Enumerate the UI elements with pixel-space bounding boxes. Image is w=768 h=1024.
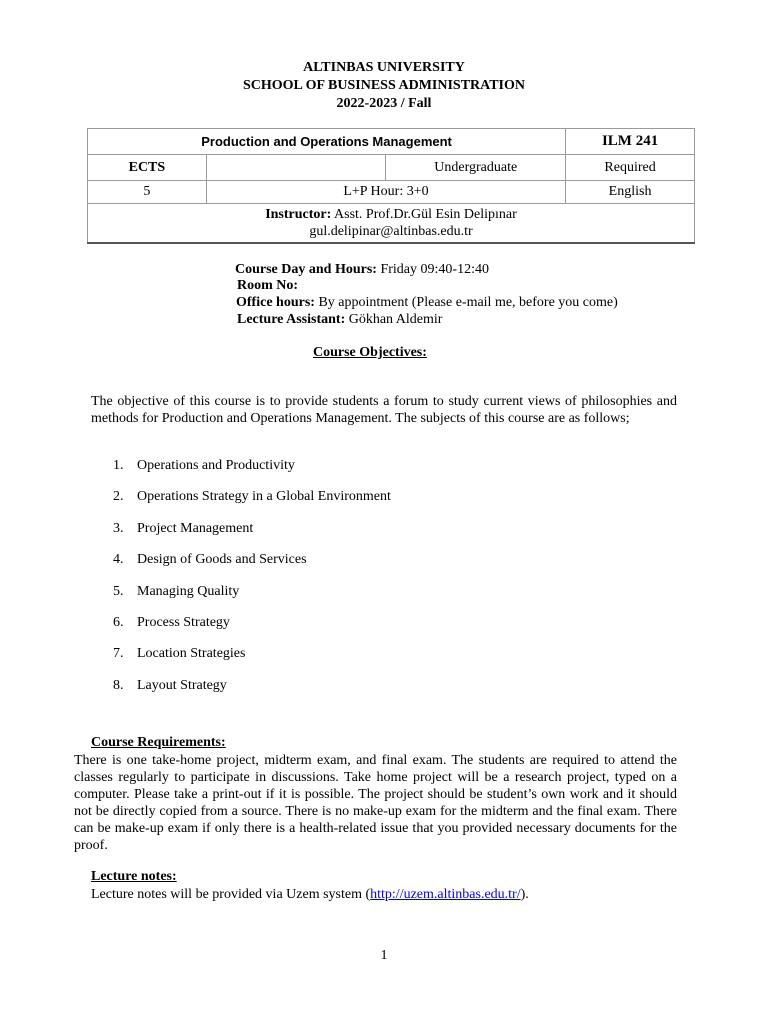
list-item — [113, 457, 295, 474]
course-language: English — [566, 181, 695, 204]
table-row — [88, 204, 695, 244]
office-hours-value: By appointment (Please e-mail me, before you come) — [318, 295, 618, 310]
academic-term: 2022-2023 / Fall — [336, 96, 432, 111]
ects-label: ECTS — [88, 155, 207, 181]
page-number: 1 — [380, 948, 388, 963]
list-item — [113, 645, 245, 662]
requirements-heading: Course Requirements: — [91, 735, 226, 750]
ects-value: 5 — [88, 181, 207, 204]
course-day-value: Friday 09:40-12:40 — [380, 262, 489, 277]
course-day-line — [235, 261, 489, 278]
list-item-text: Design of Goods and Services — [137, 552, 307, 567]
instructor-label: Instructor: — [265, 207, 332, 222]
list-item — [113, 677, 227, 694]
assistant-name: Gökhan Aldemir — [348, 312, 443, 327]
list-item — [113, 551, 307, 568]
course-level: Undergraduate — [386, 155, 566, 181]
list-item — [113, 520, 253, 537]
instructor-cell — [88, 204, 695, 244]
table-row — [88, 129, 695, 155]
table-row — [88, 181, 695, 204]
lecture-notes-text — [91, 886, 691, 903]
list-item-number: 1. — [113, 458, 124, 473]
list-item-number: 5. — [113, 584, 124, 599]
list-item-number: 6. — [113, 615, 124, 630]
room-line — [237, 277, 298, 294]
instructor-email: gul.delipinar@altinbas.edu.tr — [309, 224, 473, 239]
university-name: ALTINBAS UNIVERSITY — [303, 60, 465, 75]
list-item-number: 2. — [113, 489, 124, 504]
empty-cell — [206, 155, 386, 181]
list-item-text: Project Management — [137, 521, 254, 536]
assistant-label: Lecture Assistant: — [237, 312, 346, 327]
office-hours-label: Office hours: — [236, 295, 315, 310]
course-name: Production and Operations Management — [88, 129, 566, 155]
list-item-text: Process Strategy — [137, 615, 230, 630]
objectives-heading: Course Objectives: — [313, 345, 427, 360]
list-item-text: Operations Strategy in a Global Environment — [137, 489, 391, 504]
list-item-number: 4. — [113, 552, 124, 567]
office-hours-line — [236, 294, 618, 311]
requirements-text: There is one take-home project, midterm exam, and final exam. The students are required to attend the classes regularly to participate in discussions. Take home project will be a research project, typed on a computer. Please take a print-out if it is possible. The project should be student’s own work and it should not be directly copied from a source. There is no make-up exam for the midterm and the final exam. There can be make-up exam if only there is a health-related issue that you provided necessary documents for the proof. — [74, 753, 677, 853]
list-item — [113, 583, 239, 600]
table-row — [88, 155, 695, 181]
lecture-notes-prefix: Lecture notes will be provided via Uzem system ( — [91, 887, 371, 902]
list-item-text: Layout Strategy — [137, 678, 227, 693]
objectives-intro: The objective of this course is to provide students a forum to study current views of philosophies and methods for Production and Operations Management. The subjects of this course are as follows; — [91, 394, 677, 426]
school-name: SCHOOL OF BUSINESS ADMINISTRATION — [242, 78, 526, 93]
list-item-number: 8. — [113, 678, 124, 693]
course-info-table — [87, 128, 695, 244]
lecture-notes-suffix: ). — [520, 887, 529, 902]
list-item-text: Operations and Productivity — [137, 458, 295, 473]
course-requirement: Required — [566, 155, 695, 181]
course-hours: L+P Hour: 3+0 — [206, 181, 565, 204]
assistant-line — [237, 311, 442, 328]
list-item-text: Managing Quality — [137, 584, 240, 599]
list-item-text: Location Strategies — [137, 646, 246, 661]
course-code: ILM 241 — [566, 129, 695, 155]
list-item — [113, 488, 391, 505]
course-day-label: Course Day and Hours: — [235, 262, 377, 277]
list-item-number: 7. — [113, 646, 124, 661]
list-item-number: 3. — [113, 521, 124, 536]
lecture-notes-heading: Lecture notes: — [91, 869, 177, 884]
uzem-link[interactable]: http://uzem.altinbas.edu.tr/ — [370, 887, 521, 902]
list-item — [113, 614, 230, 631]
instructor-name: Asst. Prof.Dr.Gül Esin Delipınar — [334, 207, 517, 222]
room-label: Room No: — [237, 278, 299, 293]
